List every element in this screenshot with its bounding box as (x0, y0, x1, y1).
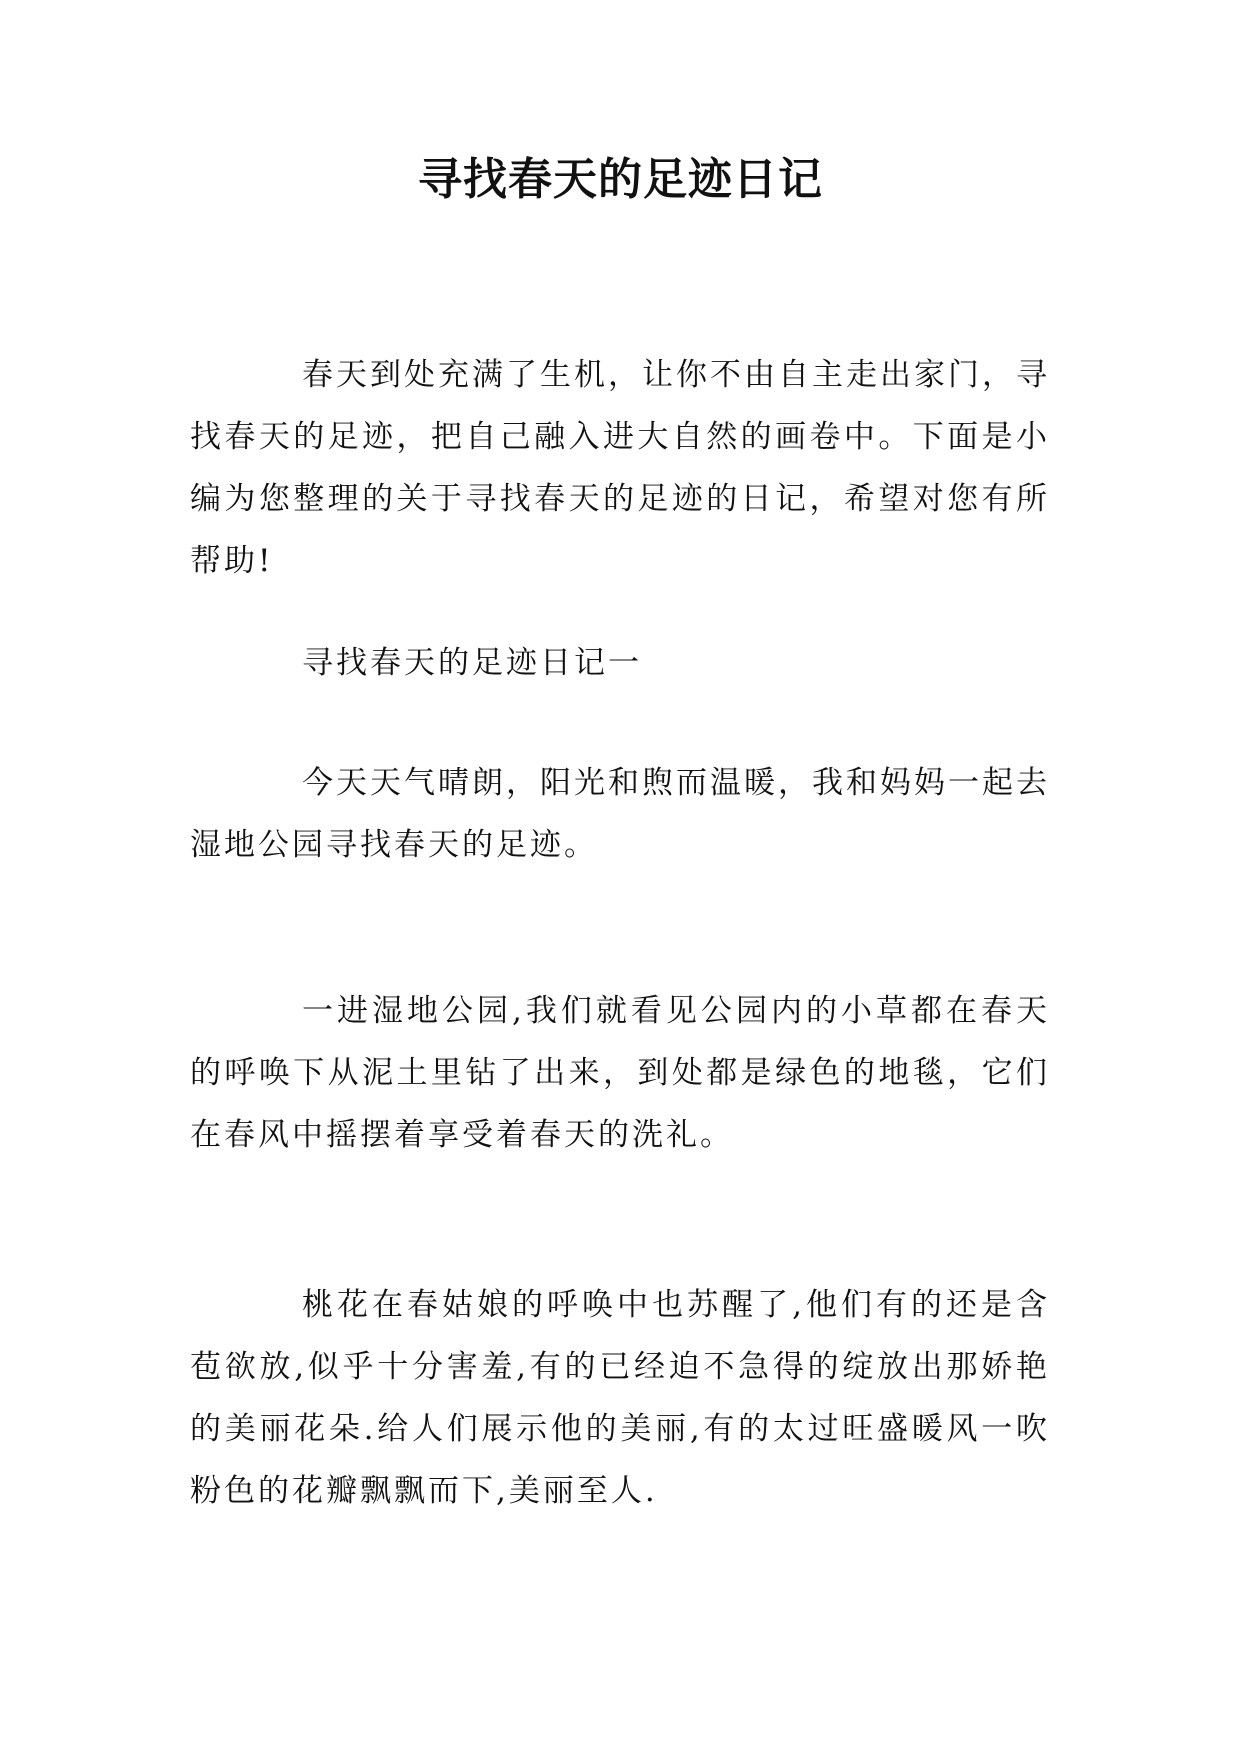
body-paragraph: 今天天气晴朗，阳光和煦而温暖，我和妈妈一起去湿地公园寻找春天的足迹。 (190, 765, 1050, 863)
intro-paragraph: 春天到处充满了生机，让你不由自主走出家门，寻找春天的足迹，把自己融入进大自然的画卷中。下面是小编为您整理的关于寻找春天的足迹的日记，希望对您有所帮助! (190, 357, 1050, 579)
document-title: 寻找春天的足迹日记 (418, 154, 823, 205)
body-paragraph: 一进湿地公园,我们就看见公园内的小草都在春天的呼唤下从泥土里钻了出来，到处都是绿色的地毯，它们在春风中摇摆着享受着春天的洗礼。 (190, 993, 1050, 1153)
section-heading: 寻找春天的足迹日记一 (302, 645, 642, 681)
body-paragraph: 桃花在春姑娘的呼唤中也苏醒了,他们有的还是含苞欲放,似乎十分害羞,有的已经迫不急得的绽放出那娇艳的美丽花朵.给人们展示他的美丽,有的太过旺盛暖风一吹粉色的花瓣飘飘而下,美丽至人. (190, 1287, 1050, 1509)
